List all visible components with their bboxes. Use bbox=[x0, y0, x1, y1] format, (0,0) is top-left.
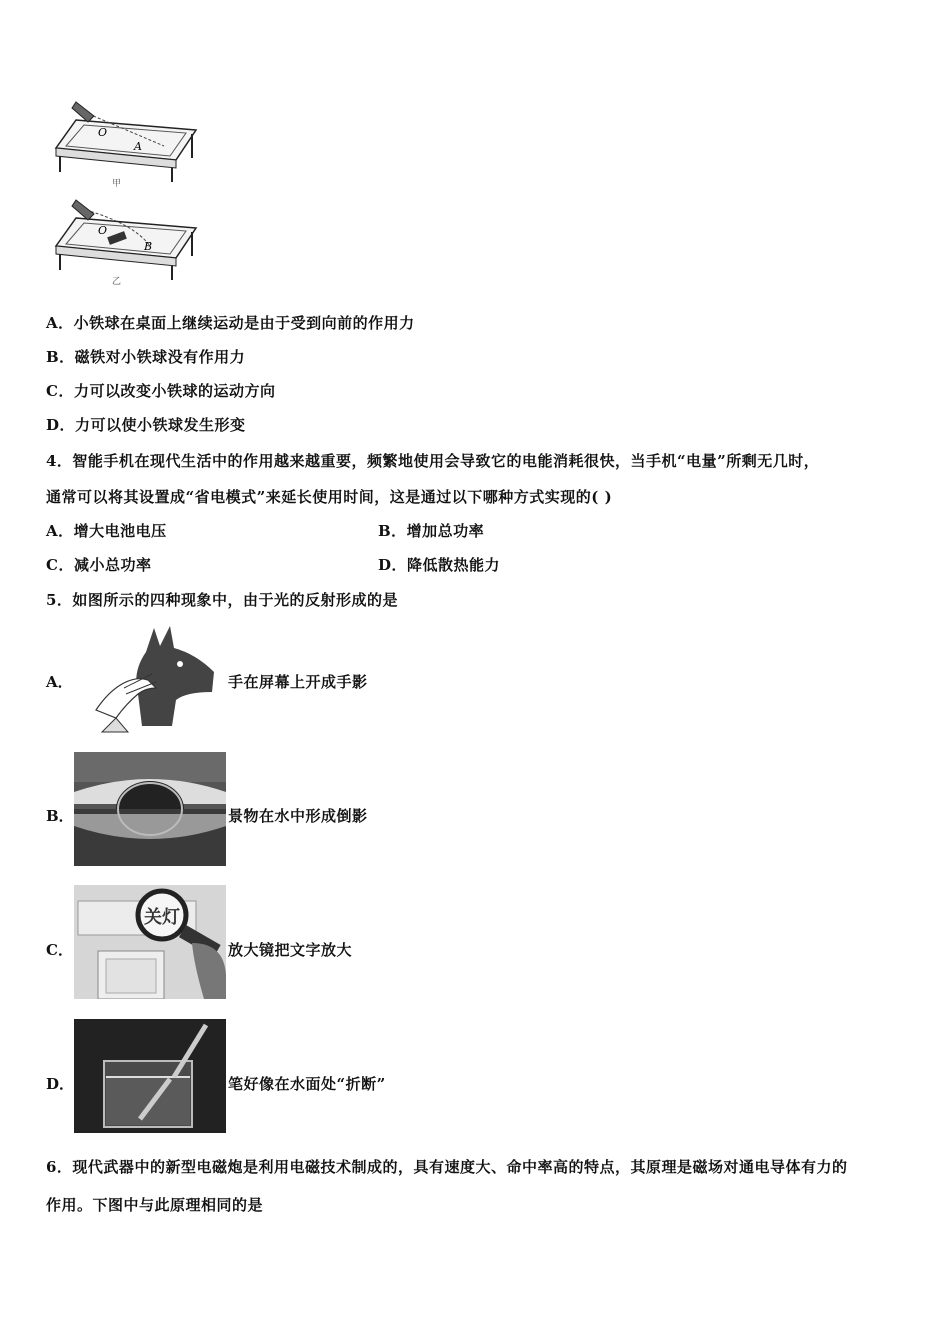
q5-option-a-text: 手在屏幕上开成手影 bbox=[228, 673, 368, 691]
figure-jia-label-o: O bbox=[98, 126, 108, 139]
hand-shadow-image bbox=[76, 622, 226, 734]
figure-yi bbox=[46, 196, 206, 288]
q5-option-a-label: A． bbox=[46, 673, 73, 691]
figure-jia-label-a: A bbox=[134, 140, 142, 153]
figure-jia bbox=[46, 98, 206, 190]
q4-option-a: A．增大电池电压 bbox=[46, 522, 167, 540]
figure-yi-label-b: B bbox=[144, 240, 153, 253]
q5-option-d-text: 笔好像在水面处“折断” bbox=[228, 1075, 386, 1093]
pencil-in-water-photo bbox=[74, 1019, 226, 1133]
q6-stem-line1: 6．现代武器中的新型电磁炮是利用电磁技术制成的，具有速度大、命中率高的特点，其原理是磁场对通电导体有力的 bbox=[46, 1158, 848, 1176]
q3-option-b: B．磁铁对小铁球没有作用力 bbox=[46, 348, 246, 366]
figure-yi-caption: 乙 bbox=[112, 277, 122, 287]
q3-option-d: D．力可以使小铁球发生形变 bbox=[46, 416, 246, 434]
magnifier-photo bbox=[74, 885, 226, 999]
figure-yi-label-o: O bbox=[98, 224, 108, 237]
q5-option-c-text: 放大镜把文字放大 bbox=[228, 941, 353, 959]
q4-stem-line1: 4．智能手机在现代生活中的作用越来越重要，频繁地使用会导致它的电能消耗很快，当手机“电量”所剩无几时， bbox=[46, 452, 820, 470]
q4-option-d: D．降低散热能力 bbox=[378, 556, 501, 574]
q4-stem-line2: 通常可以将其设置成“省电模式”来延长使用时间，这是通过以下哪种方式实现的( ) bbox=[46, 488, 613, 506]
magnifier-sign-text: 关灯 bbox=[144, 907, 180, 928]
q4-option-c: C．减小总功率 bbox=[46, 556, 152, 574]
q5-option-d-label: D． bbox=[46, 1075, 75, 1093]
figure-jia-caption: 甲 bbox=[112, 179, 122, 189]
q5-option-b-label: B． bbox=[46, 807, 74, 825]
q5-stem: 5．如图所示的四种现象中，由于光的反射形成的是 bbox=[46, 591, 398, 609]
q4-option-b: B．增加总功率 bbox=[378, 522, 485, 540]
q5-option-b-text: 景物在水中形成倒影 bbox=[228, 807, 368, 825]
bridge-reflection-photo bbox=[74, 752, 226, 866]
q3-option-a: A．小铁球在桌面上继续运动是由于受到向前的作用力 bbox=[46, 314, 415, 332]
q6-stem-line2: 作用。下图中与此原理相同的是 bbox=[46, 1196, 264, 1214]
q5-option-c-label: C． bbox=[46, 941, 73, 959]
q3-option-c: C．力可以改变小铁球的运动方向 bbox=[46, 382, 276, 400]
